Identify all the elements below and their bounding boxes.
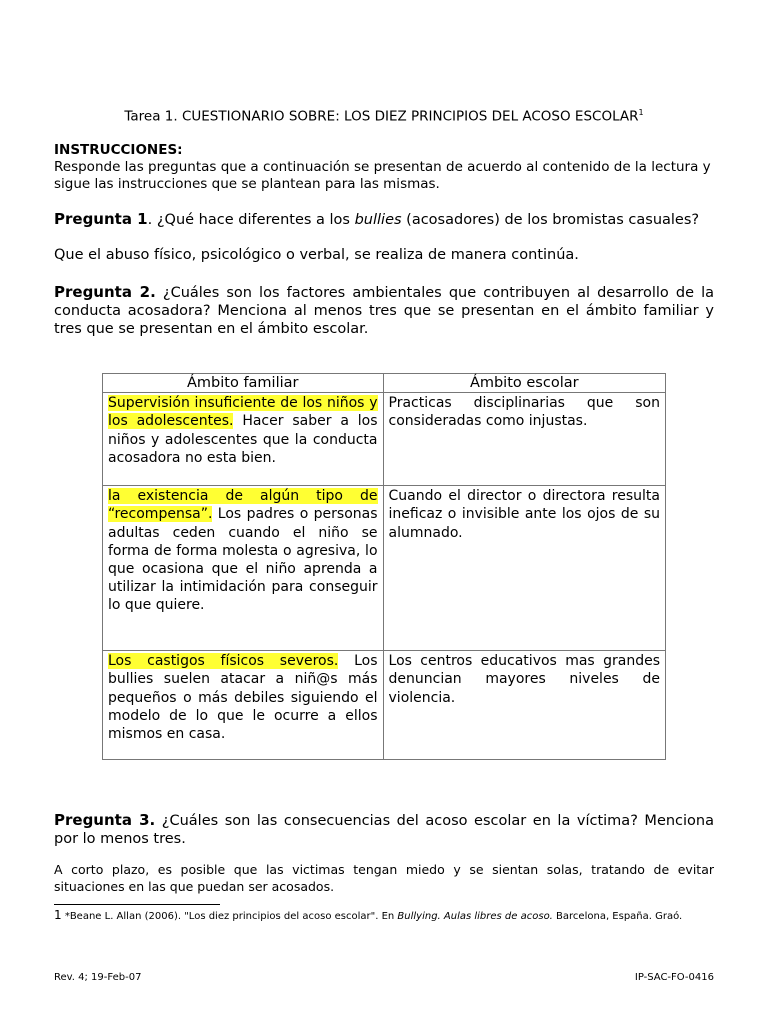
footnote-number: 1 — [54, 908, 62, 922]
question-1-emphasis: bullies — [354, 212, 402, 228]
footnote-text-b: Barcelona, España. Graó. — [552, 911, 683, 922]
footnote-separator — [54, 904, 220, 905]
cell-text: Los padres o personas adultas ceden cuando el niño se forma de forma molesta o agresiva, lo que ocasiona que el niño aprenda a utilizar la intimidación para conseguir lo que quiere. — [108, 506, 378, 614]
instructions-body: Responde las preguntas que a continuación se presentan de acuerdo al contenido de la lectura y sigue las instrucciones que se plantean para las mismas. — [54, 159, 711, 192]
header-escolar: Ámbito escolar — [383, 374, 665, 393]
highlighted-text: Los castigos físicos severos. — [108, 653, 339, 670]
answer-1: Que el abuso físico, psicológico o verbal, se realiza de manera continúa. — [54, 247, 579, 263]
cell-escolar: Los centros educativos mas grandes denuncian mayores niveles de violencia. — [383, 651, 665, 760]
cell-text: Hacer saber a los niños y adolescentes que la conducta acosadora no esta bien. — [108, 413, 378, 466]
cell-text: Los bullies suelen atacar a niñ@s más pequeños o más debiles siguiendo el modelo de lo que le ocurre a ellos mismos en casa. — [108, 653, 378, 743]
cell-familiar — [103, 651, 384, 760]
footer-document-code: IP-SAC-FO-0416 — [634, 972, 714, 983]
highlighted-text: la existencia de algún tipo de “recompensa”. — [108, 488, 378, 523]
question-3-text: ¿Cuáles son las consecuencias del acoso escolar en la víctima? Menciona por lo menos tres. — [54, 813, 714, 847]
cell-familiar — [103, 393, 384, 486]
footnote-text-a: *Beane L. Allan (2006). "Los diez principios del acoso escolar". En — [61, 911, 398, 922]
answer-3: A corto plazo, es posible que las victimas tengan miedo y se sientan solas, tratando de evitar situaciones en las que puedan ser acosados. — [54, 862, 714, 894]
factors-table — [102, 373, 666, 760]
question-3 — [54, 811, 714, 848]
question-1-text-a: . ¿Qué hace diferentes a los — [147, 212, 355, 228]
question-2 — [54, 283, 714, 338]
footer-revision: Rev. 4; 19-Feb-07 — [54, 972, 142, 983]
highlighted-text: Supervisión insuficiente de los niños y los adolescentes. — [108, 395, 378, 430]
question-2-text: ¿Cuáles son los factores ambientales que contribuyen al desarrollo de la conducta acosadora? Menciona al menos tres que se presentan en el ámbito familiar y tres que se presentan en el ámbito escolar. — [54, 285, 715, 337]
table-row — [103, 393, 666, 486]
question-1-text-b: (acosadores) de los bromistas casuales? — [401, 212, 700, 228]
instructions-heading: INSTRUCCIONES: — [54, 142, 183, 158]
question-1-label: Pregunta 1 — [54, 210, 148, 228]
question-3-label: Pregunta 3. — [54, 811, 156, 829]
table-header-row — [103, 374, 666, 393]
cell-familiar — [103, 486, 384, 651]
cell-escolar: Practicas disciplinarias que son consideradas como injustas. — [383, 393, 665, 486]
title-text: Tarea 1. CUESTIONARIO SOBRE: LOS DIEZ PRINCIPIOS DEL ACOSO ESCOLAR — [124, 108, 639, 125]
table-row — [103, 651, 666, 760]
footnote-emphasis: Bullying. Aulas libres de acoso. — [397, 911, 553, 922]
table-row — [103, 486, 666, 651]
cell-escolar: Cuando el director o directora resulta ineficaz o invisible ante los ojos de su alumnado. — [383, 486, 665, 651]
title-footnote-ref: 1 — [638, 108, 644, 117]
document-title — [54, 108, 714, 125]
header-familiar: Ámbito familiar — [103, 374, 384, 393]
question-2-label: Pregunta 2. — [54, 283, 156, 301]
footnote — [54, 908, 714, 922]
question-1 — [54, 210, 714, 229]
